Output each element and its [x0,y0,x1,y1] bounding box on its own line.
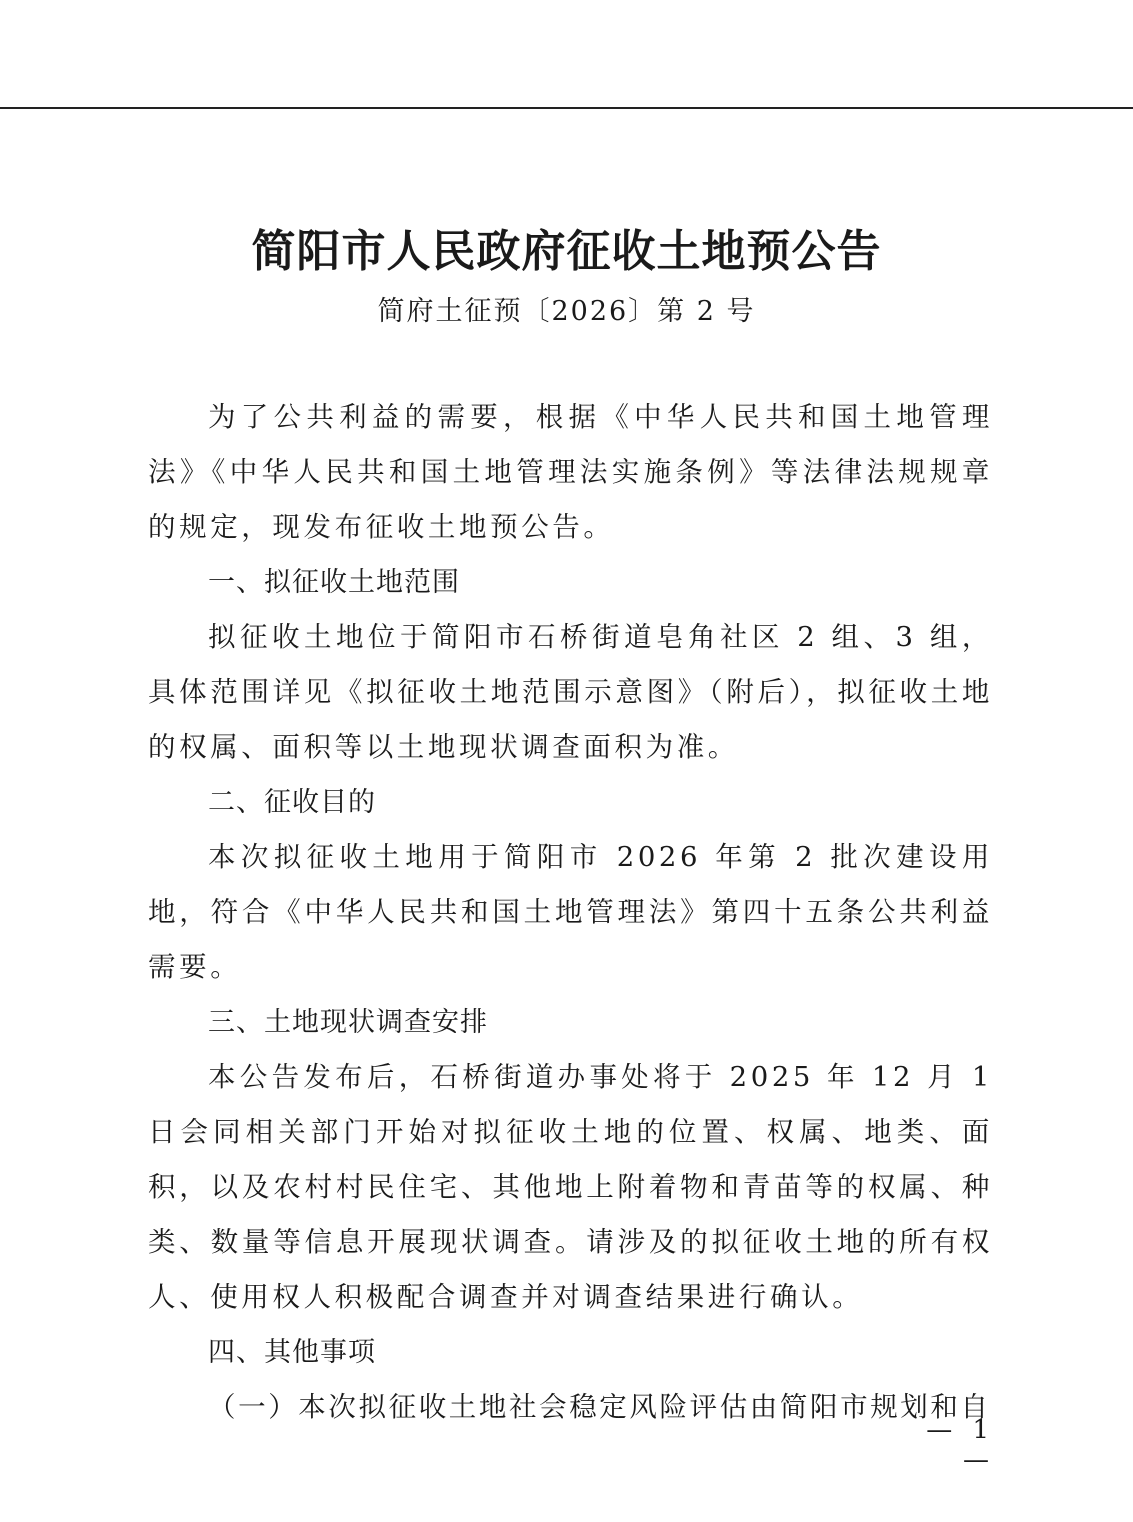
document-body [148,390,993,1435]
section-text-scope: 拟征收土地位于简阳市石桥街道皂角社区 2 组、3 组，具体范围详见《拟征收土地范围示意图》（附后），拟征收土地的权属、面积等以土地现状调查面积为准。 [148,621,993,763]
section-heading-purpose: 二、征收目的 [208,787,376,818]
header-rule [0,107,1133,109]
section-heading-scope: 一、拟征收土地范围 [208,567,460,598]
page-number: — 1 — [926,1415,995,1475]
section-text-survey: 本公告发布后，石桥街道办事处将于 2025 年 12 月 1 日会同相关部门开始对拟征收土地的位置、权属、地类、面积，以及农村村民住宅、其他地上附着物和青苗等的权属、种类、数量等信息开展现状调查。请涉及的拟征收土地的所有权人、使用权人积极配合调查并对调查结果进行确认。 [148,1061,993,1313]
document-number: 简府土征预〔2026〕第 2 号 [377,296,756,327]
section-text-purpose: 本次拟征收土地用于简阳市 2026 年第 2 批次建设用地，符合《中华人民共和国土地管理法》第四十五条公共利益需要。 [148,841,993,983]
section-text-other: （一）本次拟征收土地社会稳定风险评估由简阳市规划和自 [208,1391,991,1423]
section-heading-other: 四、其他事项 [208,1337,376,1368]
section-heading-survey: 三、土地现状调查安排 [208,1007,488,1038]
document-title: 简阳市人民政府征收土地预公告 [251,226,882,277]
intro-paragraph: 为了公共利益的需要，根据《中华人民共和国土地管理法》《中华人民共和国土地管理法实施条例》等法律法规规章的规定，现发布征收土地预公告。 [148,401,993,543]
